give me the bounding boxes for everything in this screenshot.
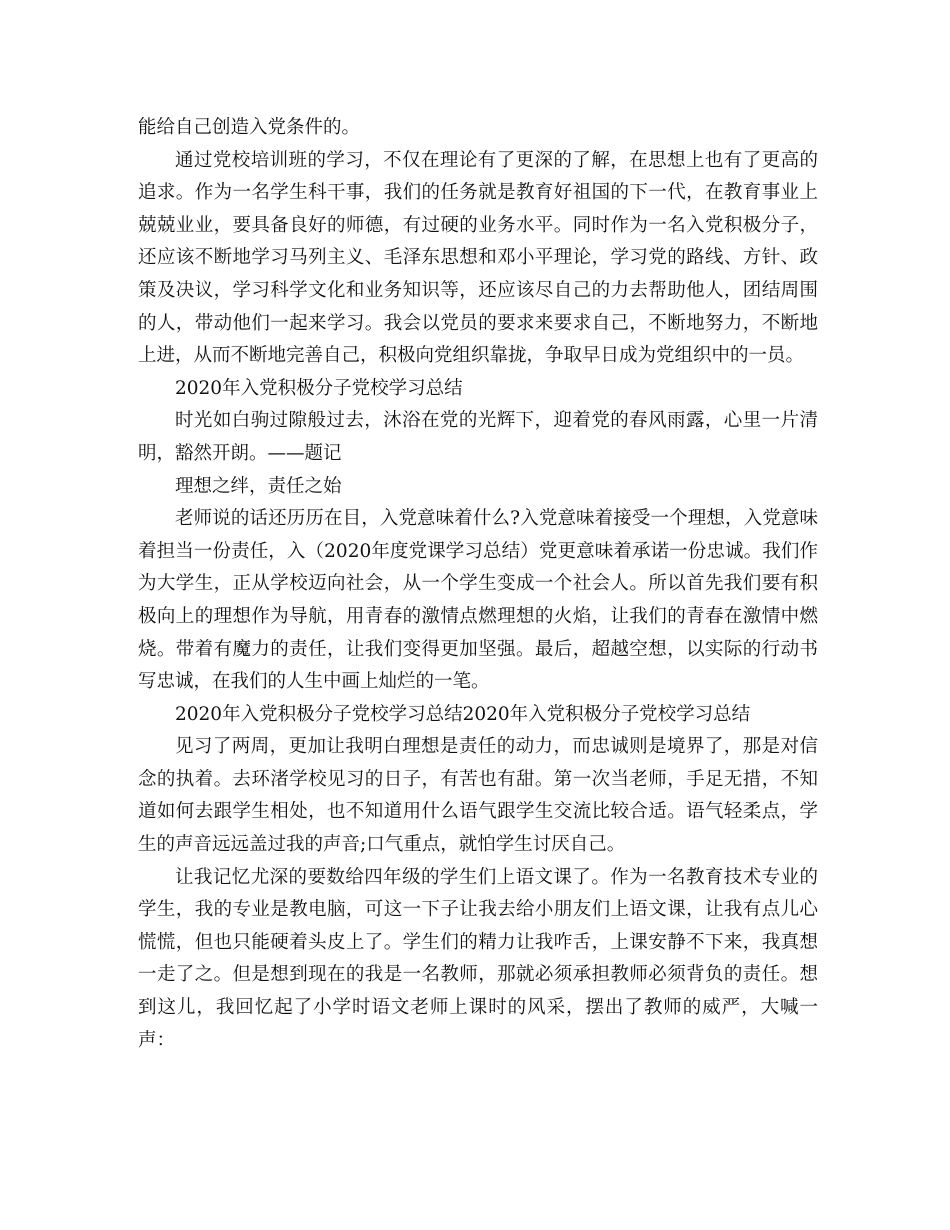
paragraph: 老师说的话还历历在目，入党意味着什么?入党意味着接受一个理想，入党意味着担当一份责任，入（2020年度党课学习总结）党更意味着承诺一份忠诚。我们作为大学生，正从学校迈向社会，从一个学生变成一个社会人。所以首先我们要有积极向上的理想作为导航，用青春的激情点燃理想的火焰，让我们的青春在激情中燃烧。带着有魔力的责任，让我们变得更加坚强。最后，超越空想，以实际的行动书写忠诚，在我们的人生中画上灿烂的一笔。 <box>138 508 818 693</box>
paragraph: 通过党校培训班的学习，不仅在理论有了更深的了解，在思想上也有了更高的追求。作为一名学生科干事，我们的任务就是教育好祖国的下一代，在教育事业上兢兢业业，要具备良好的师德，有过硬的业务水平。同时作为一名入党积极分子，还应该不断地学习马列主义、毛泽东思想和邓小平理论，学习党的路线、方针、政策及决议，学习科学文化和业务知识等，还应该尽自己的力去帮助他人，团结周围的人，带动他们一起来学习。我会以党员的要求来要求自己，不断地努力，不断地上进，从而不断地完善自己，积极向党组织靠拢，争取早日成为党组织中的一员。 <box>138 149 818 367</box>
section-heading: 2020年入党积极分子党校学习总结2020年入党积极分子党校学习总结 <box>175 703 751 725</box>
paragraph: 时光如白驹过隙般过去，沐浴在党的光辉下，迎着党的春风雨露，心里一片清明，豁然开朗。——题记 <box>138 410 818 464</box>
paragraph: 见习了两周，更加让我明白理想是责任的动力，而忠诚则是境界了，那是对信念的执着。去环渚学校见习的日子，有苦也有甜。第一次当老师，手足无措，不知道如何去跟学生相处，也不知道用什么语气跟学生交流比较合适。语气轻柔点，学生的声音远远盖过我的声音;口气重点，就怕学生讨厌自己。 <box>138 736 818 856</box>
paragraph: 能给自己创造入党条件的。 <box>138 117 361 138</box>
document-body <box>138 112 818 1057</box>
section-subheading: 理想之绊，责任之始 <box>175 475 342 497</box>
paragraph: 让我记忆尤深的要数给四年级的学生们上语文课了。作为一名教育技术专业的学生，我的专业是教电脑，可这一下子让我去给小朋友们上语文课，让我有点儿心慌慌，但也只能硬着头皮上了。学生们的精力让我咋舌，上课安静不下来，我真想一走了之。但是想到现在的我是一名教师，那就必须承担教师必须背负的责任。想到这儿，我回忆起了小学时语文老师上课时的风采，摆出了教师的威严，大喊一声： <box>138 866 818 1051</box>
section-heading: 2020年入党积极分子党校学习总结 <box>175 377 463 399</box>
